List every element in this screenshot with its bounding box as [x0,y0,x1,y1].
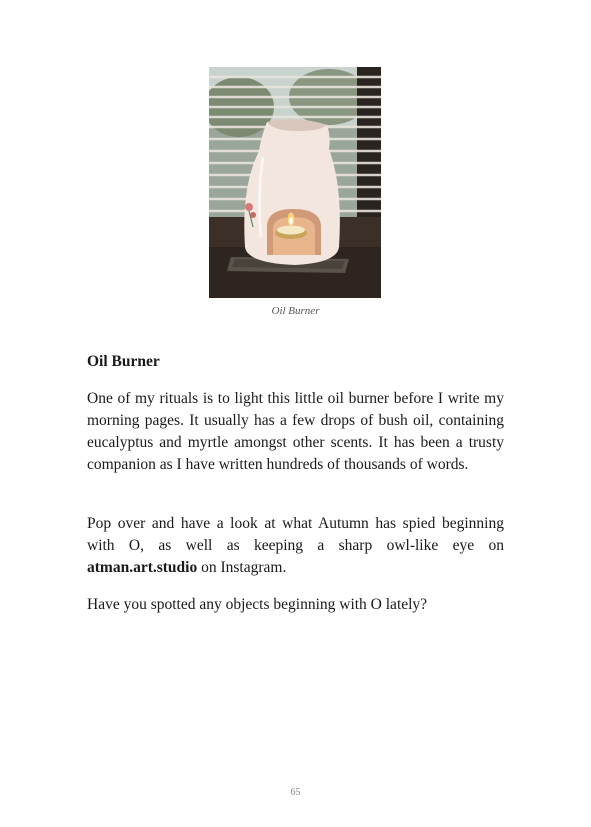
instagram-handle: atman.art.studio [87,559,198,576]
paragraph-question: Have you spotted any objects beginning with O lately? [87,596,428,613]
paragraph-rituals: One of my rituals is to light this little oil burner before I write my morning pages. It usually has a few drops of bush oil, containing eucalyptus and myrtle amongst other scents. It has been a trusty companion as I have written hundreds of thousands of words. [87,390,504,473]
paragraph-instagram-outro: on Instagram. [197,559,287,576]
page-number: 65 [290,787,301,798]
section-heading: Oil Burner [87,353,160,370]
figure-caption: Oil Burner [271,305,320,317]
oil-burner-photo [209,67,381,298]
paragraph-instagram-intro: Pop over and have a look at what Autumn has spied beginning with O, as well as keeping a sharp owl-like eye on [87,515,504,554]
paragraph-instagram [87,513,504,579]
